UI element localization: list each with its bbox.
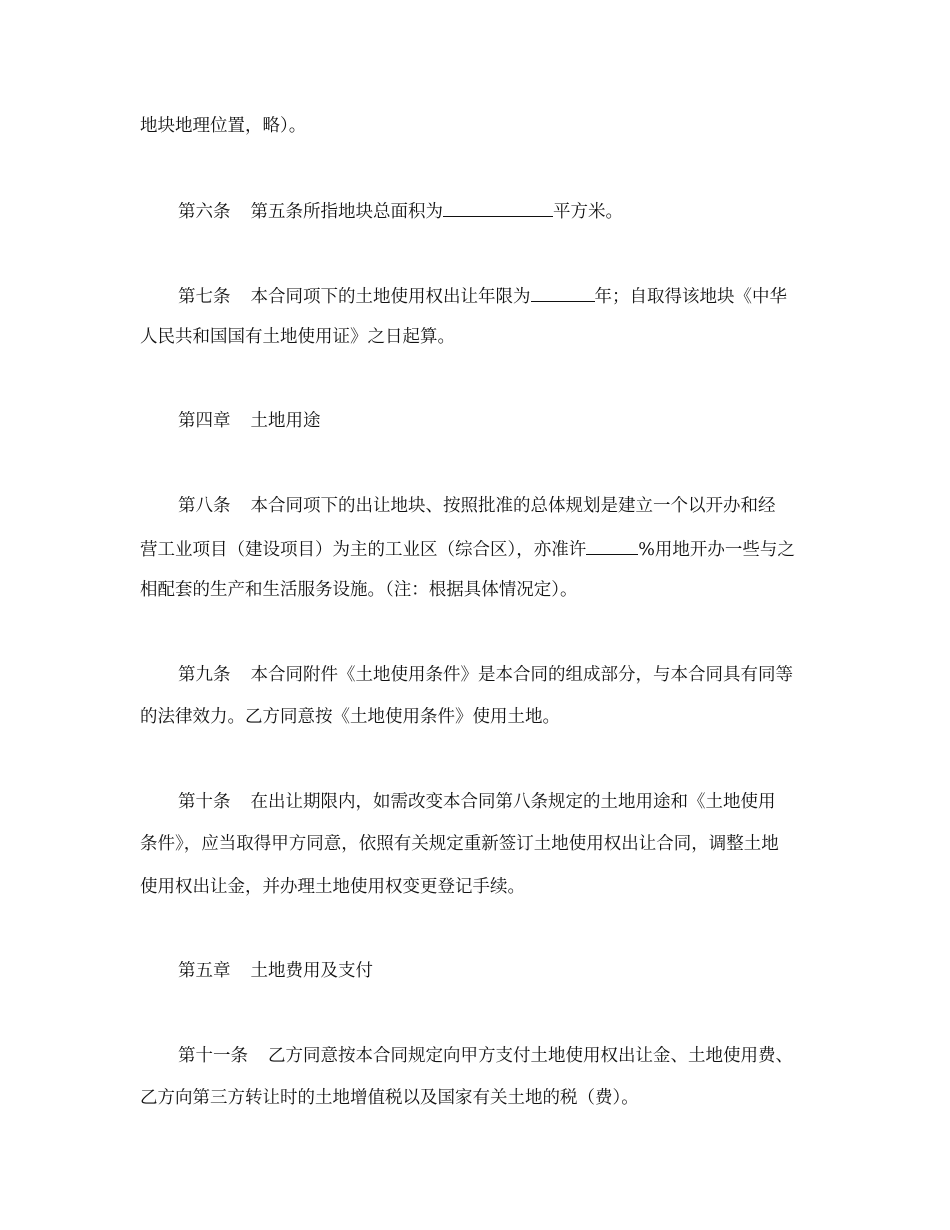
- article-label: 第十条: [178, 792, 231, 812]
- paragraph-line: [140, 325, 455, 349]
- paragraph-line: [140, 578, 578, 602]
- text: 人民共和国国有土地使用证》之日起算。: [140, 327, 455, 347]
- paragraph-line: [140, 1086, 639, 1110]
- article-text: 乙方同意按本合同规定向甲方支付土地使用权出让金、土地使用费、: [268, 1046, 793, 1066]
- article-8: [178, 494, 776, 518]
- article-10: [178, 790, 776, 814]
- article-label: 第九条: [178, 665, 231, 685]
- paragraph-line: [140, 705, 560, 729]
- article-label: 第七条: [178, 287, 231, 307]
- text: 使用权出让金，并办理土地使用权变更登记手续。: [140, 877, 525, 897]
- text: 的法律效力。乙方同意按《土地使用条件》使用土地。: [140, 707, 560, 727]
- text: 乙方向第三方转让时的土地增值税以及国家有关土地的税（费）。: [140, 1088, 639, 1108]
- paragraph-line: [140, 832, 779, 856]
- article-6: [178, 198, 623, 224]
- article-text: 本合同项下的土地使用权出让年限为: [250, 287, 531, 307]
- paragraph-line: [140, 875, 525, 899]
- article-text: 年；自取得该地块《中华: [594, 287, 787, 307]
- chapter-title: 土地用途: [250, 411, 321, 431]
- article-7: [178, 283, 787, 309]
- text: 地块地理位置，略）。: [140, 116, 307, 136]
- blank-area-field: [443, 198, 553, 217]
- chapter-4-heading: [178, 409, 321, 433]
- chapter-label: 第五章: [178, 961, 231, 981]
- article-label: 第八条: [178, 496, 231, 516]
- text: %用地开办一些与之: [638, 540, 795, 560]
- text: 相配套的生产和生活服务设施。（注：根据具体情况定）。: [140, 580, 578, 600]
- article-text: 本合同项下的出让地块、按照批准的总体规划是建立一个以开办和经: [250, 496, 776, 516]
- text: 条件》，应当取得甲方同意，依照有关规定重新签订土地使用权出让合同，调整土地: [140, 834, 779, 854]
- chapter-label: 第四章: [178, 411, 231, 431]
- chapter-5-heading: [178, 959, 373, 983]
- article-11: [178, 1044, 793, 1068]
- paragraph-line: [140, 536, 795, 562]
- paragraph-line: [140, 114, 306, 138]
- article-9: [178, 663, 793, 687]
- article-text: 本合同附件《土地使用条件》是本合同的组成部分，与本合同具有同等: [250, 665, 793, 685]
- chapter-title: 土地费用及支付: [250, 961, 373, 981]
- article-label: 第六条: [178, 202, 231, 222]
- blank-years-field: [531, 283, 595, 302]
- article-label: 第十一条: [178, 1046, 248, 1066]
- article-text: 第五条所指地块总面积为: [250, 202, 443, 222]
- text: 营工业项目（建设项目）为主的工业区（综合区），亦准许: [140, 540, 587, 560]
- article-text: 在出让期限内，如需改变本合同第八条规定的土地用途和《土地使用: [250, 792, 776, 812]
- blank-percent-field: [586, 536, 638, 555]
- article-text: 平方米。: [553, 202, 623, 222]
